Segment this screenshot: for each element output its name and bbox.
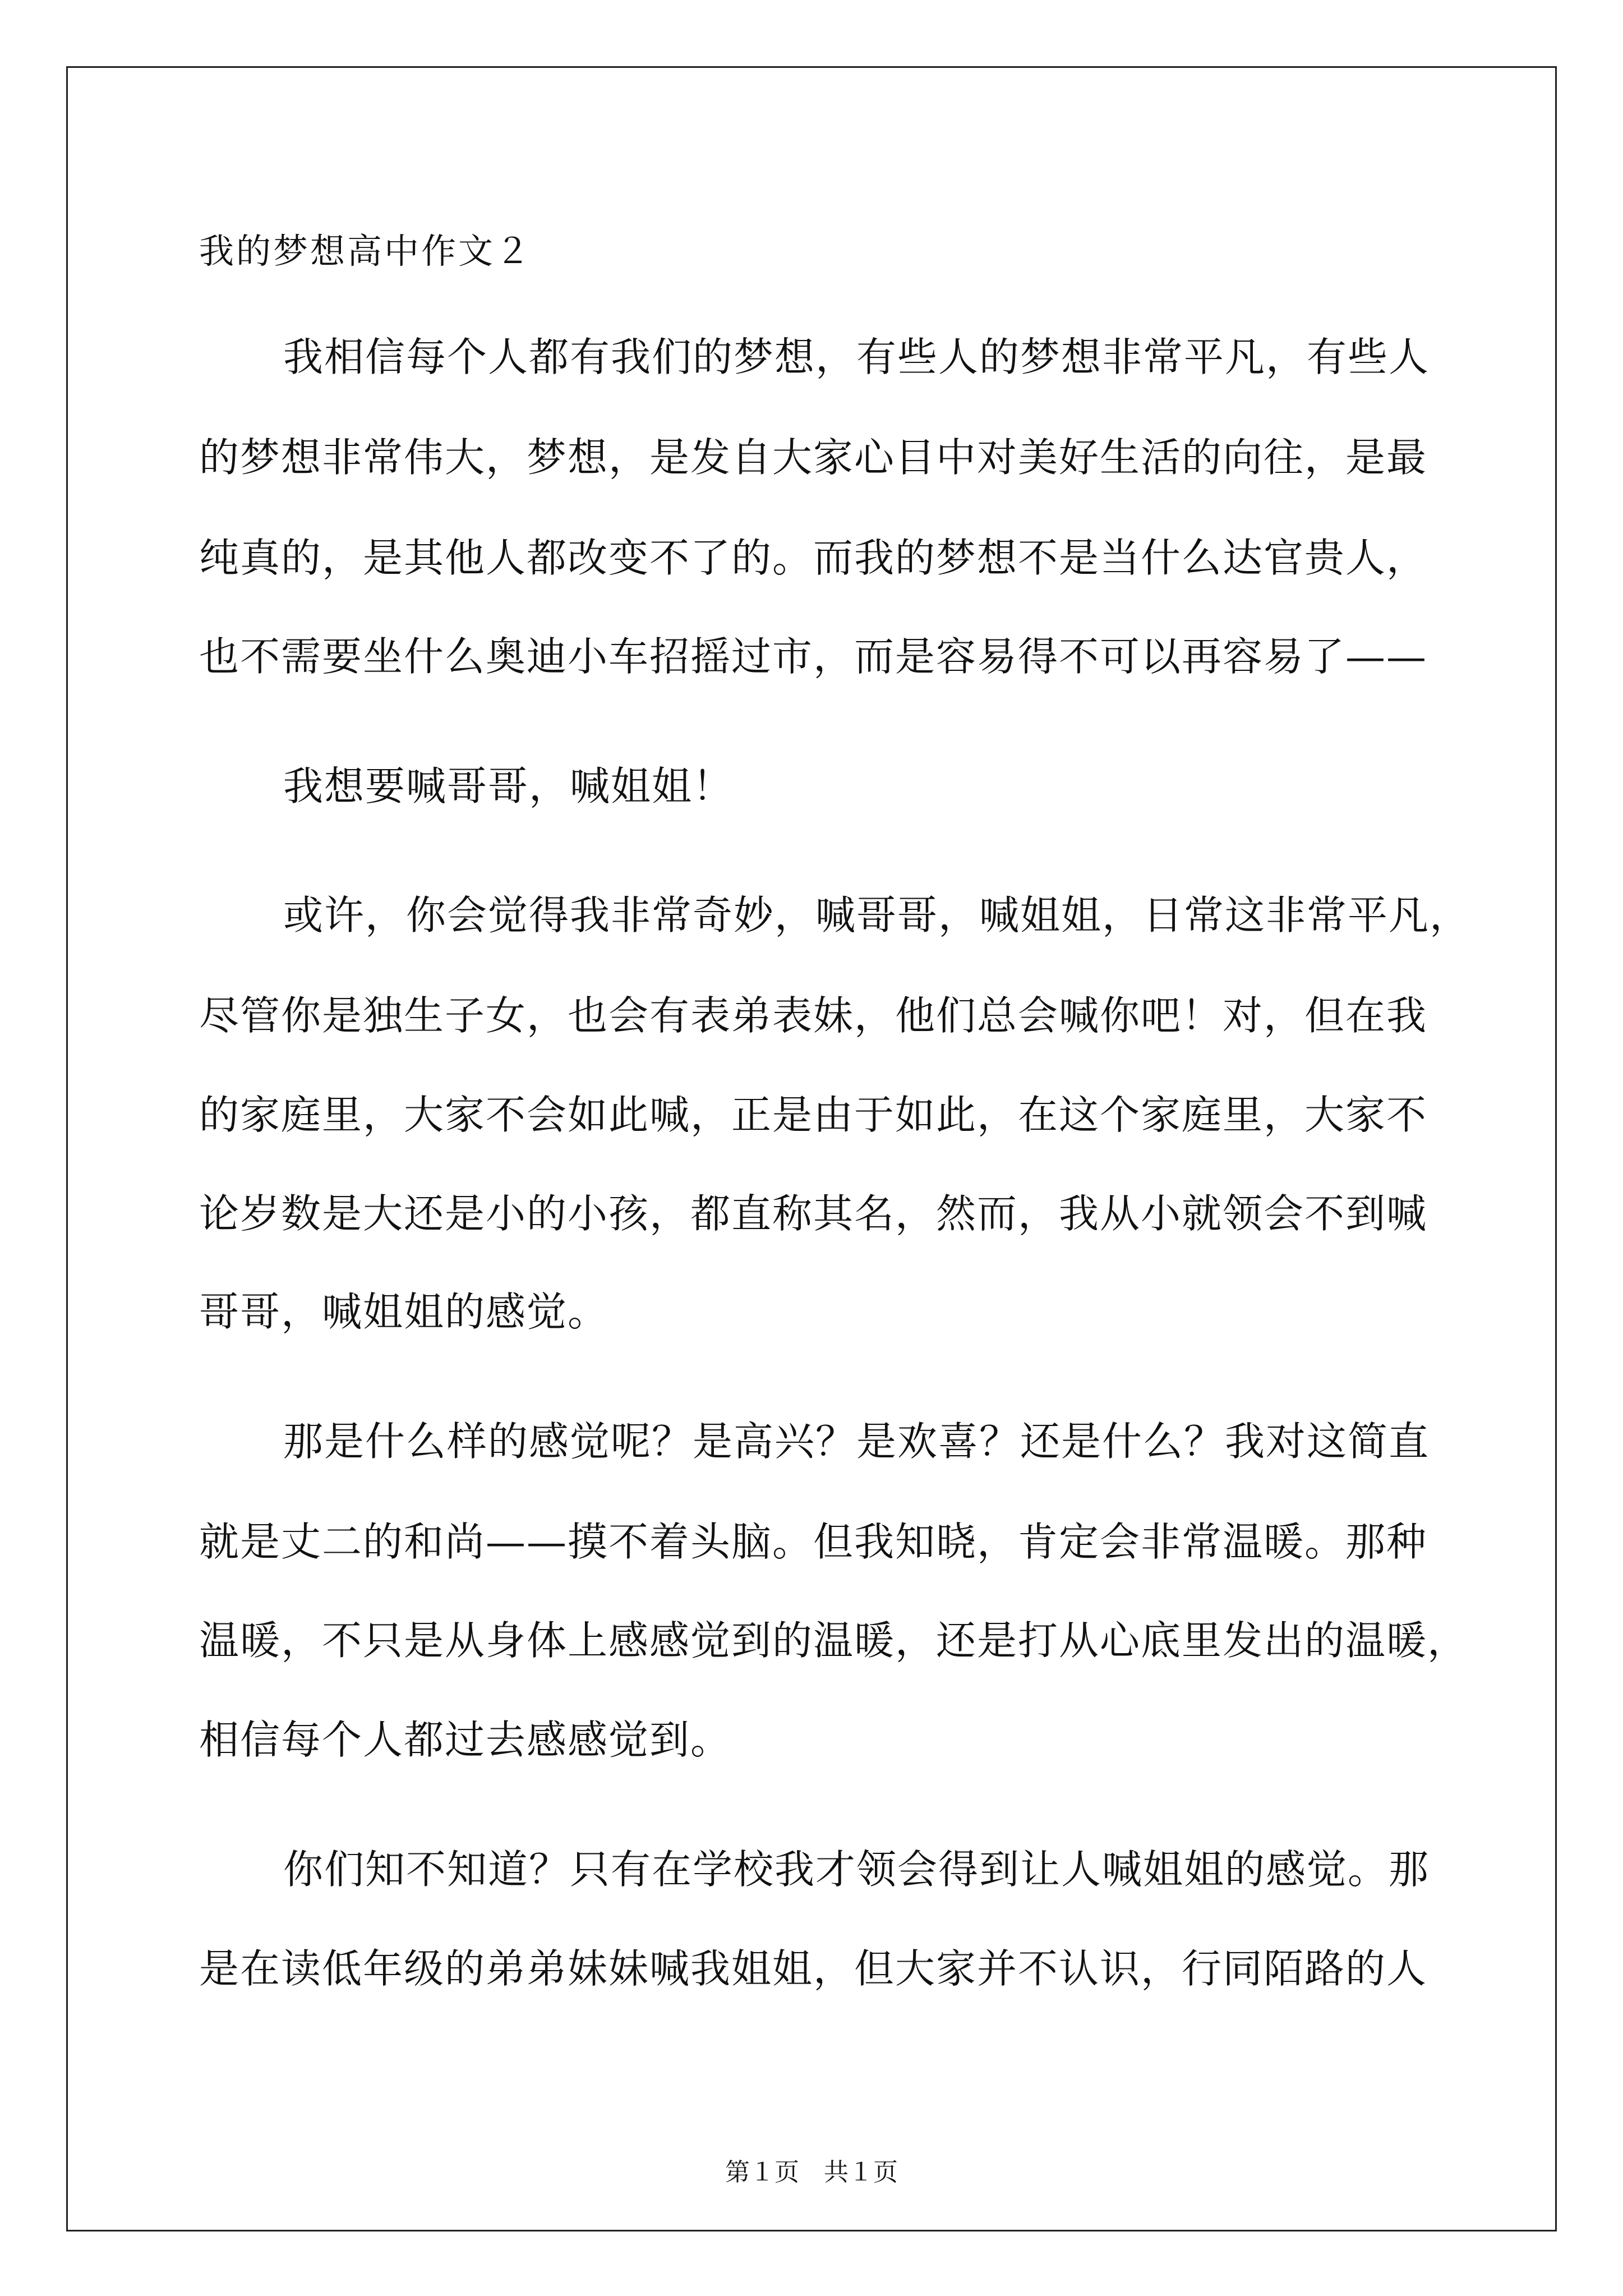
text-line: 的家庭里，大家不会如此喊，正是由于如此，在这个家庭里，大家不 [199, 1092, 1428, 1138]
text-line: 你们知不知道？只有在学校我才领会得到让人喊姐姐的感觉。那 [283, 1846, 1430, 1893]
text-line: 的梦想非常伟大，梦想，是发自大家心目中对美好生活的向往，是最 [199, 434, 1428, 481]
text-line: 哥哥，喊姐姐的感觉。 [199, 1289, 609, 1335]
text-line: 是在读低年级的弟弟妹妹喊我姐姐，但大家并不认识，行同陌路的人 [199, 1945, 1428, 1992]
text-line: 论岁数是大还是小的小孩，都直称其名，然而，我从小就领会不到喊 [199, 1190, 1428, 1237]
text-line: 那是什么样的感觉呢？是高兴？是欢喜？还是什么？我对这简直 [283, 1418, 1430, 1465]
text-line: 或许，你会觉得我非常奇妙，喊哥哥，喊姐姐，日常这非常平凡， [283, 892, 1471, 938]
text-line: 我想要喊哥哥，喊姐姐！ [283, 763, 734, 809]
text-line: 尽管你是独生子女，也会有表弟表妹，他们总会喊你吧！对，但在我 [199, 992, 1428, 1039]
text-line: 相信每个人都过去感感觉到。 [199, 1717, 732, 1763]
text-line: 温暖，不只是从身体上感感觉到的温暖，还是打从心底里发出的温暖， [199, 1617, 1469, 1664]
page-number: 第１页 共１页 [725, 2158, 898, 2187]
text-line: 就是丈二的和尚——摸不着头脑。但我知晓，肯定会非常温暖。那种 [199, 1519, 1428, 1565]
document-title: 我的梦想高中作文２ [199, 231, 533, 272]
text-line: 纯真的，是其他人都改变不了的。而我的梦想不是当什么达官贵人， [199, 535, 1428, 581]
text-line: 也不需要坐什么奥迪小车招摇过市，而是容易得不可以再容易了—— [199, 633, 1428, 680]
text-line: 我相信每个人都有我们的梦想，有些人的梦想非常平凡，有些人 [283, 334, 1430, 380]
page-border [66, 66, 1557, 2231]
